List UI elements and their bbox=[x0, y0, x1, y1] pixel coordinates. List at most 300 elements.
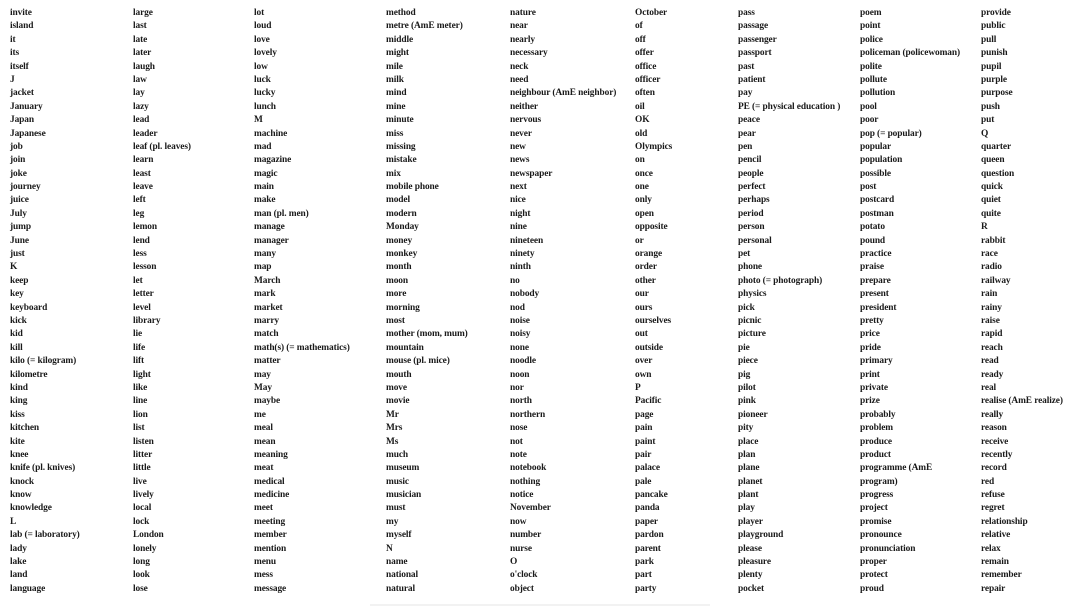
vocabulary-word: litter bbox=[133, 449, 153, 460]
vocabulary-word: job bbox=[10, 141, 23, 152]
vocabulary-word: prepare bbox=[860, 275, 891, 286]
vocabulary-word: modern bbox=[386, 208, 417, 219]
vocabulary-word: parent bbox=[635, 543, 661, 554]
vocabulary-word: lot bbox=[254, 8, 265, 18]
vocabulary-word: one bbox=[635, 182, 649, 193]
vocabulary-word: pollute bbox=[860, 74, 887, 85]
vocabulary-word: milk bbox=[386, 74, 404, 85]
vocabulary-word: nose bbox=[510, 423, 528, 434]
vocabulary-word: praise bbox=[860, 262, 884, 273]
vocabulary-word: its bbox=[10, 48, 20, 59]
vocabulary-word: peace bbox=[738, 115, 760, 126]
vocabulary-word: July bbox=[10, 208, 27, 219]
vocabulary-word: or bbox=[635, 235, 644, 246]
vocabulary-word: potato bbox=[860, 222, 885, 233]
vocabulary-word: meet bbox=[254, 503, 273, 514]
vocabulary-word: purpose bbox=[981, 88, 1013, 99]
vocabulary-word: pie bbox=[738, 342, 750, 353]
vocabulary-word: October bbox=[635, 8, 668, 18]
vocabulary-word: promise bbox=[860, 516, 892, 527]
word-column bbox=[860, 7, 960, 596]
vocabulary-word: November bbox=[510, 503, 551, 514]
vocabulary-word: meeting bbox=[254, 516, 286, 527]
vocabulary-word: mistake bbox=[386, 155, 417, 166]
vocabulary-word: railway bbox=[981, 275, 1011, 286]
vocabulary-word: pronounce bbox=[860, 530, 902, 541]
vocabulary-word: middle bbox=[386, 34, 414, 45]
vocabulary-word: lead bbox=[133, 115, 150, 126]
vocabulary-word: lucky bbox=[254, 88, 276, 99]
vocabulary-word: relationship bbox=[981, 516, 1028, 527]
vocabulary-word: land bbox=[10, 570, 28, 581]
vocabulary-word: June bbox=[10, 235, 29, 246]
vocabulary-word: remember bbox=[981, 570, 1022, 581]
vocabulary-word: noon bbox=[510, 369, 530, 380]
vocabulary-word: not bbox=[510, 436, 523, 447]
vocabulary-word: pet bbox=[738, 249, 751, 260]
vocabulary-word: mile bbox=[386, 61, 403, 72]
vocabulary-word: like bbox=[133, 382, 148, 393]
vocabulary-word: pride bbox=[860, 342, 881, 353]
vocabulary-word: plant bbox=[738, 490, 759, 501]
vocabulary-word: northern bbox=[510, 409, 546, 420]
vocabulary-word: patient bbox=[738, 74, 766, 85]
vocabulary-word: P bbox=[635, 382, 641, 393]
vocabulary-word: nor bbox=[510, 382, 524, 393]
vocabulary-word: o'clock bbox=[510, 570, 538, 581]
vocabulary-word: practice bbox=[860, 249, 892, 260]
vocabulary-word: pioneer bbox=[738, 409, 768, 420]
vocabulary-word: leader bbox=[133, 128, 158, 139]
vocabulary-word: pity bbox=[738, 423, 754, 434]
vocabulary-word: laugh bbox=[133, 61, 155, 72]
vocabulary-word: popular bbox=[860, 141, 892, 152]
vocabulary-word: magic bbox=[254, 168, 278, 179]
vocabulary-word: level bbox=[133, 302, 151, 313]
vocabulary-word: less bbox=[133, 249, 147, 260]
vocabulary-word: project bbox=[860, 503, 888, 514]
vocabulary-word: present bbox=[860, 289, 889, 300]
vocabulary-word: lose bbox=[133, 583, 148, 594]
vocabulary-word: noisy bbox=[510, 329, 531, 340]
vocabulary-word: own bbox=[635, 369, 652, 380]
vocabulary-word: really bbox=[981, 409, 1004, 420]
vocabulary-word: pound bbox=[860, 235, 886, 246]
vocabulary-word: Monday bbox=[386, 222, 419, 233]
vocabulary-word: population bbox=[860, 155, 903, 166]
vocabulary-word: president bbox=[860, 302, 897, 313]
vocabulary-word: market bbox=[254, 302, 283, 313]
vocabulary-word: product bbox=[860, 449, 891, 460]
vocabulary-word: mind bbox=[386, 88, 407, 99]
vocabulary-word: must bbox=[386, 503, 406, 514]
vocabulary-word: picnic bbox=[738, 315, 762, 326]
vocabulary-word: missing bbox=[386, 141, 416, 152]
vocabulary-word: late bbox=[133, 34, 148, 45]
vocabulary-word: kiss bbox=[10, 409, 25, 420]
vocabulary-word: local bbox=[133, 503, 152, 514]
vocabulary-word: relative bbox=[981, 530, 1011, 541]
vocabulary-word: minute bbox=[386, 115, 414, 126]
vocabulary-word: mean bbox=[254, 436, 276, 447]
vocabulary-word: relax bbox=[981, 543, 1001, 554]
vocabulary-word: ours bbox=[635, 302, 653, 313]
vocabulary-word: north bbox=[510, 396, 532, 407]
vocabulary-word: look bbox=[133, 570, 150, 581]
vocabulary-word: new bbox=[510, 141, 526, 152]
vocabulary-word: please bbox=[738, 543, 762, 554]
vocabulary-word: only bbox=[635, 195, 652, 206]
vocabulary-word: nearly bbox=[510, 34, 535, 45]
vocabulary-word: plan bbox=[738, 449, 756, 460]
vocabulary-word: page bbox=[635, 409, 654, 420]
vocabulary-word: lonely bbox=[133, 543, 157, 554]
vocabulary-word: policeman (policewoman) bbox=[860, 48, 961, 59]
vocabulary-word: knock bbox=[10, 476, 34, 487]
vocabulary-word: juice bbox=[10, 195, 29, 206]
vocabulary-word: pick bbox=[738, 302, 755, 313]
vocabulary-word: most bbox=[386, 315, 405, 326]
vocabulary-word: pair bbox=[635, 449, 652, 460]
vocabulary-word: next bbox=[510, 182, 527, 193]
vocabulary-word: paper bbox=[635, 516, 658, 527]
vocabulary-word: lunch bbox=[254, 101, 276, 112]
vocabulary-word: natural bbox=[386, 583, 415, 594]
vocabulary-word: night bbox=[510, 208, 531, 219]
vocabulary-word: language bbox=[10, 583, 46, 594]
vocabulary-word: rain bbox=[981, 289, 998, 300]
vocabulary-word: long bbox=[133, 557, 150, 568]
vocabulary-word: lazy bbox=[133, 101, 149, 112]
vocabulary-word: punish bbox=[981, 48, 1008, 59]
vocabulary-word: number bbox=[510, 530, 542, 541]
vocabulary-word: large bbox=[133, 8, 153, 18]
vocabulary-word: kind bbox=[10, 382, 28, 393]
vocabulary-word: many bbox=[254, 249, 276, 260]
vocabulary-word: lady bbox=[10, 543, 27, 554]
vocabulary-word: passage bbox=[738, 21, 769, 32]
vocabulary-word: leg bbox=[133, 208, 145, 219]
vocabulary-word: off bbox=[635, 34, 646, 45]
vocabulary-word: news bbox=[510, 155, 530, 166]
vocabulary-word: private bbox=[860, 382, 888, 393]
vocabulary-word: leaf (pl. leaves) bbox=[133, 141, 191, 152]
vocabulary-word: might bbox=[386, 48, 409, 59]
vocabulary-word: palace bbox=[635, 463, 660, 474]
vocabulary-word: manage bbox=[254, 222, 285, 233]
vocabulary-word: mad bbox=[254, 141, 272, 152]
vocabulary-word: people bbox=[738, 168, 764, 179]
vocabulary-word: meat bbox=[254, 463, 274, 474]
vocabulary-word: protect bbox=[860, 570, 888, 581]
vocabulary-word: quarter bbox=[981, 141, 1012, 152]
vocabulary-word: mark bbox=[254, 289, 276, 300]
vocabulary-word: receive bbox=[981, 436, 1009, 447]
vocabulary-word: may bbox=[254, 369, 271, 380]
vocabulary-word: quite bbox=[981, 208, 1001, 219]
vocabulary-word: move bbox=[386, 382, 407, 393]
vocabulary-word: J bbox=[10, 74, 15, 85]
vocabulary-word: programme (AmE bbox=[860, 463, 933, 474]
vocabulary-word: polite bbox=[860, 61, 882, 72]
vocabulary-word: notebook bbox=[510, 463, 547, 474]
vocabulary-word: mention bbox=[254, 543, 287, 554]
vocabulary-word: machine bbox=[254, 128, 288, 139]
vocabulary-word: member bbox=[254, 530, 287, 541]
vocabulary-word: nice bbox=[510, 195, 526, 206]
vocabulary-word: rainy bbox=[981, 302, 1002, 313]
vocabulary-word: outside bbox=[635, 342, 663, 353]
vocabulary-word: R bbox=[981, 222, 988, 233]
vocabulary-word: ninth bbox=[510, 262, 531, 273]
vocabulary-word: program) bbox=[860, 476, 898, 487]
vocabulary-word: regret bbox=[981, 503, 1005, 514]
vocabulary-word: object bbox=[510, 583, 534, 594]
vocabulary-word: neighbour (AmE neighbor) bbox=[510, 88, 617, 99]
vocabulary-word: O bbox=[510, 557, 518, 568]
vocabulary-word: Olympics bbox=[635, 141, 673, 152]
vocabulary-word: post bbox=[860, 182, 877, 193]
vocabulary-word: oil bbox=[635, 101, 645, 112]
vocabulary-word: ninety bbox=[510, 249, 535, 260]
word-column bbox=[10, 7, 80, 596]
vocabulary-word: plenty bbox=[738, 570, 763, 581]
vocabulary-word: park bbox=[635, 557, 654, 568]
vocabulary-word: panda bbox=[635, 503, 660, 514]
vocabulary-word: music bbox=[386, 476, 409, 487]
vocabulary-word: more bbox=[386, 289, 407, 300]
vocabulary-word: kitchen bbox=[10, 423, 39, 434]
vocabulary-word: January bbox=[10, 101, 43, 112]
vocabulary-word: ourselves bbox=[635, 315, 672, 326]
vocabulary-word: monkey bbox=[386, 249, 418, 260]
vocabulary-word: kilo (= kilogram) bbox=[10, 356, 77, 367]
vocabulary-word: once bbox=[635, 168, 653, 179]
vocabulary-word: nobody bbox=[510, 289, 540, 300]
vocabulary-word: Pacific bbox=[635, 396, 662, 407]
vocabulary-word: low bbox=[254, 61, 268, 72]
vocabulary-word: out bbox=[635, 329, 648, 340]
vocabulary-word: pool bbox=[860, 101, 877, 112]
vocabulary-word: letter bbox=[133, 289, 154, 300]
vocabulary-word: period bbox=[738, 208, 764, 219]
vocabulary-word: mess bbox=[254, 570, 273, 581]
vocabulary-word: question bbox=[981, 168, 1015, 179]
vocabulary-word: line bbox=[133, 396, 148, 407]
vocabulary-word: L bbox=[10, 516, 17, 527]
vocabulary-word: London bbox=[133, 530, 164, 541]
vocabulary-word: knife (pl. knives) bbox=[10, 463, 76, 474]
vocabulary-word: party bbox=[635, 583, 657, 594]
vocabulary-word: my bbox=[386, 516, 399, 527]
vocabulary-word: pen bbox=[738, 141, 753, 152]
vocabulary-word: left bbox=[133, 195, 146, 206]
vocabulary-word: push bbox=[981, 101, 1000, 112]
vocabulary-word: national bbox=[386, 570, 419, 581]
vocabulary-word: pancake bbox=[635, 490, 668, 501]
vocabulary-word: never bbox=[510, 128, 532, 139]
vocabulary-word: medical bbox=[254, 476, 285, 487]
vocabulary-word: pocket bbox=[738, 583, 764, 594]
vocabulary-word: live bbox=[133, 476, 147, 487]
vocabulary-word: nurse bbox=[510, 543, 532, 554]
vocabulary-word: manager bbox=[254, 235, 289, 246]
vocabulary-word: purple bbox=[981, 74, 1007, 85]
vocabulary-word: person bbox=[738, 222, 765, 233]
vocabulary-word: M bbox=[254, 115, 263, 126]
vocabulary-word: join bbox=[10, 155, 26, 166]
vocabulary-word: match bbox=[254, 329, 279, 340]
vocabulary-word: postman bbox=[860, 208, 894, 219]
vocabulary-word: phone bbox=[738, 262, 762, 273]
vocabulary-word: note bbox=[510, 449, 527, 460]
vocabulary-word: reason bbox=[981, 423, 1007, 434]
vocabulary-word: proud bbox=[860, 583, 884, 594]
vocabulary-word: print bbox=[860, 369, 880, 380]
vocabulary-word: man (pl. men) bbox=[254, 208, 309, 219]
vocabulary-word: kill bbox=[10, 342, 23, 353]
vocabulary-word: pronunciation bbox=[860, 543, 916, 554]
vocabulary-word: later bbox=[133, 48, 152, 59]
vocabulary-word: N bbox=[386, 543, 393, 554]
vocabulary-word: pass bbox=[738, 8, 755, 18]
vocabulary-word: none bbox=[510, 342, 529, 353]
vocabulary-word: passport bbox=[738, 48, 772, 59]
vocabulary-word: model bbox=[386, 195, 410, 206]
vocabulary-word: meal bbox=[254, 423, 273, 434]
vocabulary-word: red bbox=[981, 476, 995, 487]
vocabulary-word: lab (= laboratory) bbox=[10, 530, 80, 541]
vocabulary-word: metre (AmE meter) bbox=[386, 21, 463, 32]
vocabulary-word: near bbox=[510, 21, 528, 32]
vocabulary-word: pull bbox=[981, 34, 997, 45]
vocabulary-word: king bbox=[10, 396, 28, 407]
vocabulary-word: library bbox=[133, 315, 161, 326]
vocabulary-word: put bbox=[981, 115, 995, 126]
vocabulary-word: possible bbox=[860, 168, 891, 179]
vocabulary-word: invite bbox=[10, 8, 32, 18]
vocabulary-word: menu bbox=[254, 557, 276, 568]
vocabulary-word: pupil bbox=[981, 61, 1002, 72]
vocabulary-word: pear bbox=[738, 128, 756, 139]
vocabulary-word: learn bbox=[133, 155, 154, 166]
vocabulary-word: pilot bbox=[738, 382, 756, 393]
vocabulary-word: journey bbox=[10, 182, 41, 193]
vocabulary-word: pleasure bbox=[738, 557, 771, 568]
vocabulary-word: leave bbox=[133, 182, 153, 193]
vocabulary-word: marry bbox=[254, 315, 280, 326]
vocabulary-word: necessary bbox=[510, 48, 548, 59]
vocabulary-word: life bbox=[133, 342, 146, 353]
vocabulary-word: Mr bbox=[386, 409, 399, 420]
vocabulary-word: jacket bbox=[10, 88, 34, 99]
vocabulary-word: lemon bbox=[133, 222, 157, 233]
vocabulary-word: map bbox=[254, 262, 272, 273]
vocabulary-word: lay bbox=[133, 88, 145, 99]
vocabulary-word: neither bbox=[510, 101, 538, 112]
vocabulary-word: mountain bbox=[386, 342, 424, 353]
vocabulary-word: past bbox=[738, 61, 755, 72]
word-column bbox=[981, 7, 1063, 596]
vocabulary-word: playground bbox=[738, 530, 784, 541]
vocabulary-word: noodle bbox=[510, 356, 536, 367]
vocabulary-word: musician bbox=[386, 490, 422, 501]
vocabulary-word: notice bbox=[510, 490, 534, 501]
vocabulary-word: make bbox=[254, 195, 276, 206]
vocabulary-word: mouth bbox=[386, 369, 412, 380]
vocabulary-word: Ms bbox=[386, 436, 399, 447]
vocabulary-word: pay bbox=[738, 88, 753, 99]
vocabulary-word: lie bbox=[133, 329, 143, 340]
vocabulary-word: primary bbox=[860, 356, 893, 367]
vocabulary-word: prize bbox=[860, 396, 880, 407]
vocabulary-word: mobile phone bbox=[386, 182, 439, 193]
vocabulary-word: refuse bbox=[981, 490, 1005, 501]
vocabulary-word: lion bbox=[133, 409, 148, 420]
vocabulary-word: lock bbox=[133, 516, 150, 527]
vocabulary-word: need bbox=[510, 74, 529, 85]
vocabulary-word: moon bbox=[386, 275, 408, 286]
vocabulary-word: poem bbox=[860, 8, 882, 18]
vocabulary-word: offer bbox=[635, 48, 654, 59]
vocabulary-word: mother (mom, mum) bbox=[386, 329, 468, 340]
vocabulary-word: lovely bbox=[254, 48, 277, 59]
vocabulary-word: record bbox=[981, 463, 1007, 474]
vocabulary-word: lesson bbox=[133, 262, 157, 273]
vocabulary-word: last bbox=[133, 21, 147, 32]
vocabulary-word: itself bbox=[10, 61, 29, 72]
vocabulary-word: noise bbox=[510, 315, 530, 326]
vocabulary-list-page bbox=[0, 7, 1080, 603]
vocabulary-word: rapid bbox=[981, 329, 1003, 340]
vocabulary-word: physics bbox=[738, 289, 767, 300]
vocabulary-word: key bbox=[10, 289, 24, 300]
vocabulary-word: reach bbox=[981, 342, 1003, 353]
vocabulary-word: newspaper bbox=[510, 168, 553, 179]
vocabulary-word: office bbox=[635, 61, 657, 72]
vocabulary-word: May bbox=[254, 382, 272, 393]
vocabulary-word: listen bbox=[133, 436, 154, 447]
vocabulary-word: nine bbox=[510, 222, 527, 233]
vocabulary-word: photo (= photograph) bbox=[738, 275, 823, 286]
vocabulary-word: open bbox=[635, 208, 654, 219]
vocabulary-word: queen bbox=[981, 155, 1005, 166]
vocabulary-word: real bbox=[981, 382, 997, 393]
vocabulary-word: proper bbox=[860, 557, 887, 568]
vocabulary-word: joke bbox=[10, 168, 27, 179]
vocabulary-word: problem bbox=[860, 423, 893, 434]
vocabulary-word: nervous bbox=[510, 115, 542, 126]
vocabulary-word: K bbox=[10, 262, 18, 273]
vocabulary-word: mine bbox=[386, 101, 406, 112]
vocabulary-word: play bbox=[738, 503, 755, 514]
vocabulary-word: mouse (pl. mice) bbox=[386, 356, 450, 367]
vocabulary-word: know bbox=[10, 490, 32, 501]
vocabulary-word: pop (= popular) bbox=[860, 128, 922, 139]
vocabulary-word: morning bbox=[386, 302, 420, 313]
word-column bbox=[510, 7, 616, 596]
vocabulary-word: loud bbox=[254, 21, 272, 32]
vocabulary-word: orange bbox=[635, 249, 662, 260]
vocabulary-word: Japanese bbox=[10, 128, 46, 139]
vocabulary-word: perhaps bbox=[738, 195, 770, 206]
vocabulary-word: kite bbox=[10, 436, 25, 447]
vocabulary-word: much bbox=[386, 449, 408, 460]
vocabulary-word: provide bbox=[981, 8, 1011, 18]
vocabulary-word: jump bbox=[10, 222, 31, 233]
vocabulary-word: raise bbox=[981, 315, 1000, 326]
vocabulary-word: knowledge bbox=[10, 503, 52, 514]
